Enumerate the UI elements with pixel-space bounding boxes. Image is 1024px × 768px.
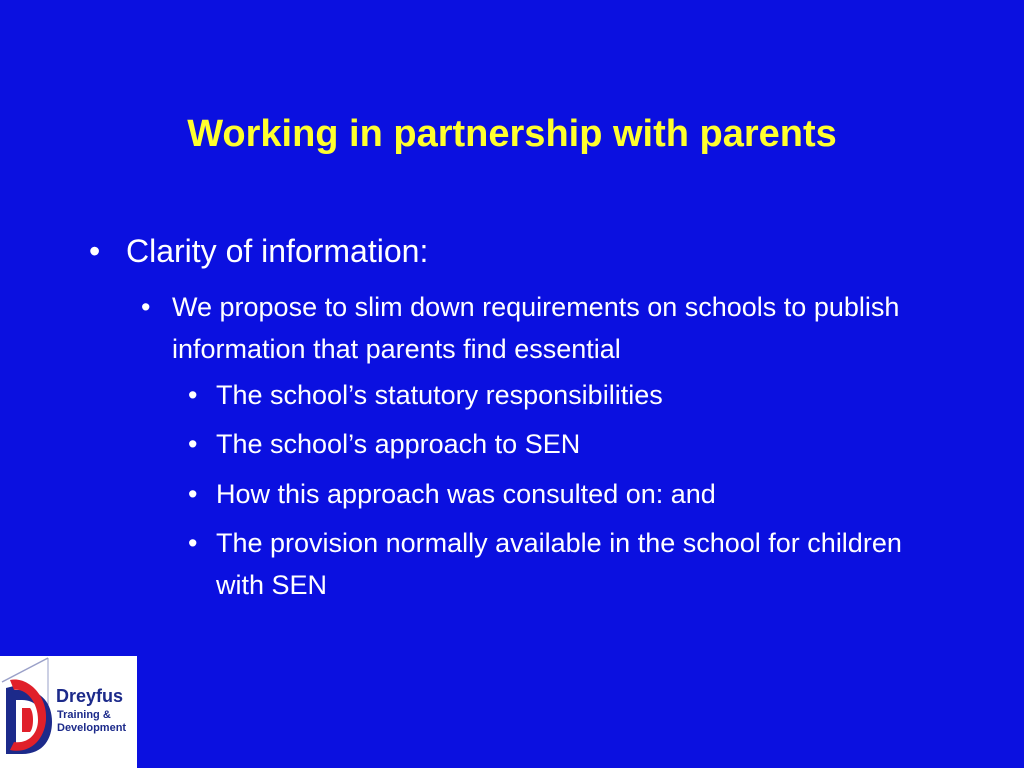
bullet-icon: • [188, 479, 198, 509]
bullet-icon: • [89, 233, 101, 269]
slide-title: Working in partnership with parents [187, 113, 837, 155]
bullet-icon: • [141, 292, 151, 322]
bullet-item-level2 [141, 286, 962, 370]
logo-subtitle-line2: Development [57, 722, 127, 734]
bullet-icon: • [188, 380, 198, 410]
logo-name: Dreyfus [56, 686, 124, 706]
bullet-item-level3 [188, 374, 956, 416]
bullet-text: We propose to slim down requirements on schools to publish information that parents find essential [172, 292, 900, 364]
bullet-item-level3 [188, 473, 956, 515]
bullet-text: The provision normally available in the school for children with SEN [216, 528, 902, 600]
dreyfus-logo [0, 656, 137, 768]
logo-subtitle-line1: Training & [57, 709, 111, 721]
bullet-icon: • [188, 429, 198, 459]
bullet-item-level3 [188, 522, 956, 606]
bullet-text: How this approach was consulted on: and [216, 479, 716, 509]
bullet-text: The school’s statutory responsibilities [216, 380, 663, 410]
bullet-item-level3 [188, 423, 956, 465]
bullet-text: Clarity of information: [126, 233, 429, 269]
bullet-item-level1 [89, 228, 986, 274]
bullet-icon: • [188, 528, 198, 558]
bullet-text: The school’s approach to SEN [216, 429, 581, 459]
